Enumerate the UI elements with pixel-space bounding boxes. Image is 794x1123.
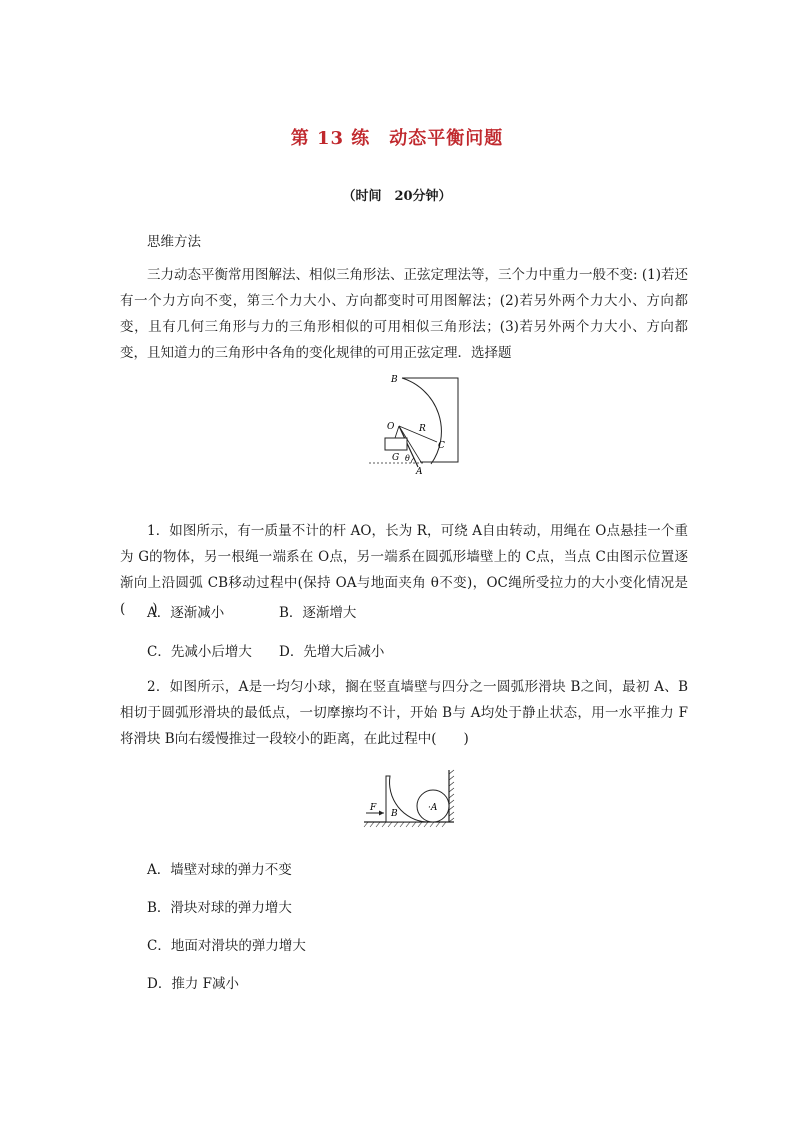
fig1-label-a: A [416, 467, 423, 476]
q1-option-b: B．逐渐增大 [279, 605, 357, 621]
fig1-label-c: C [438, 441, 445, 451]
fig1-label-theta: θ [405, 454, 410, 463]
fig1-label-r: R [419, 424, 426, 434]
fig1-label-o: O [387, 422, 395, 432]
question-2-text: 2．如图所示，A是一均匀小球，搁在竖直墙壁与四分之一圆弧形滑块 B之间，最初 A、B相切于圆弧形滑块的最低点，一切摩擦均不计，开始 B与 A均处于静止状态，用一水平推力 F将滑块 B向右缓慢推过一段较小的距离，在此过程中( ) [120, 679, 688, 747]
figure-1-diagram [365, 372, 465, 476]
page-title: 第 13 练 动态平衡问题 [290, 128, 504, 149]
section-heading: 思维方法 [147, 234, 201, 250]
fig2-label-a: ·A [428, 803, 438, 813]
question-1-text: 1．如图所示，有一质量不计的杆 AO，长为 R，可绕 A自由转动，用绳在 O点悬挂一个重为 G的物体，另一根绳一端系在 O点，另一端系在圆弧形墙壁上的 C点，当点 C由图示位置逐渐向上沿圆弧 CB移动过程中(保持 OA与地面夹角 θ不变)，OC绳所受拉力的大小变化情况是( ) [120, 523, 688, 617]
q2-option-a: A．墙壁对球的弹力不变 [147, 862, 292, 878]
figure-2-diagram [360, 766, 462, 830]
fig2-label-f: F [370, 803, 377, 813]
fig2-label-b: B [391, 809, 398, 819]
method-paragraph: 三力动态平衡常用图解法、相似三角形法、正弦定理法等，三个力中重力一般不变: (1)若还有一个力方向不变，第三个力大小、方向都变时可用图解法；(2)若另外两个力大小、方向都变，且有几何三角形与力的三角形相似的可用相似三角形法；(3)若另外两个力大小、方向都变，且知道力的三角形中各角的变化规律的可用正弦定理．选择题 [120, 267, 688, 361]
q2-option-c: C．地面对滑块的弹力增大 [147, 938, 306, 954]
time-limit: （时间 20分钟） [342, 189, 452, 204]
fig1-label-b: B [391, 375, 398, 385]
q2-option-d: D．推力 F减小 [147, 976, 239, 992]
q1-option-c: C．先减小后增大 [147, 644, 252, 660]
fig1-label-g: G [392, 453, 400, 463]
q1-option-d: D．先增大后减小 [279, 644, 385, 660]
q1-option-a: A．逐渐减小 [147, 605, 225, 621]
q2-option-b: B．滑块对球的弹力增大 [147, 900, 292, 916]
